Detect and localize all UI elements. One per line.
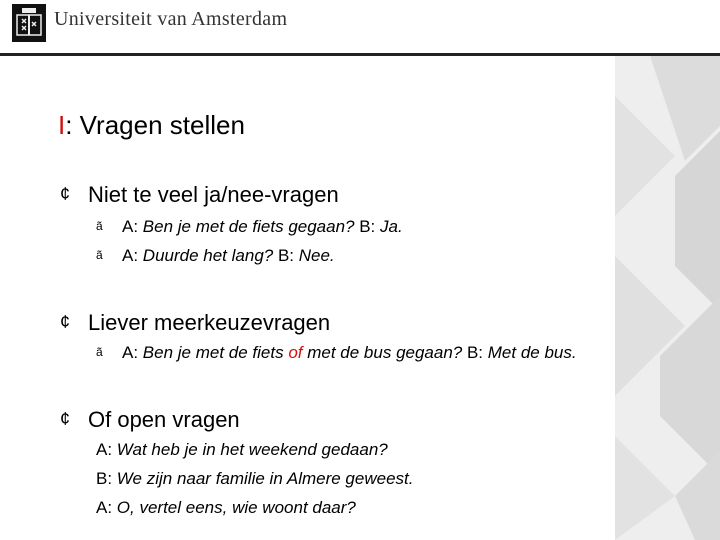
- bullet-glyph: ¢: [60, 409, 71, 429]
- dialog-line: A: Wat heb je in het weekend gedaan?: [96, 440, 388, 459]
- bullet-text: Liever meerkeuzevragen: [88, 310, 331, 335]
- title-text: : Vragen stellen: [65, 110, 245, 140]
- sub-bullet-text: A: Duurde het lang? B: Nee.: [122, 246, 335, 265]
- header-divider: [0, 53, 720, 56]
- sub-bullet-glyph: ã: [96, 345, 103, 359]
- dialog-line: B: We zijn naar familie in Almere geweest.: [96, 469, 414, 488]
- sub-bullet-text: A: Ben je met de fiets of met de bus gegaan? B: Met de bus.: [122, 343, 577, 362]
- bullet-text: Niet te veel ja/nee-vragen: [88, 182, 339, 207]
- university-name: Universiteit van Amsterdam: [54, 8, 288, 30]
- decorative-diamonds: [615, 56, 720, 540]
- title-accent: I: [58, 110, 66, 140]
- bullet-glyph: ¢: [60, 184, 71, 204]
- bullet-text: Of open vragen: [88, 407, 240, 432]
- bullet-glyph: ¢: [60, 312, 71, 332]
- dialog-line: A: O, vertel eens, wie woont daar?: [96, 498, 356, 517]
- sub-bullet-text: A: Ben je met de fiets gegaan? B: Ja.: [122, 217, 403, 236]
- sub-bullet-glyph: ã: [96, 219, 103, 233]
- sub-bullet-glyph: ã: [96, 248, 103, 262]
- header-bar: [0, 0, 720, 56]
- university-logo: [12, 4, 46, 42]
- slide-title: [58, 110, 245, 141]
